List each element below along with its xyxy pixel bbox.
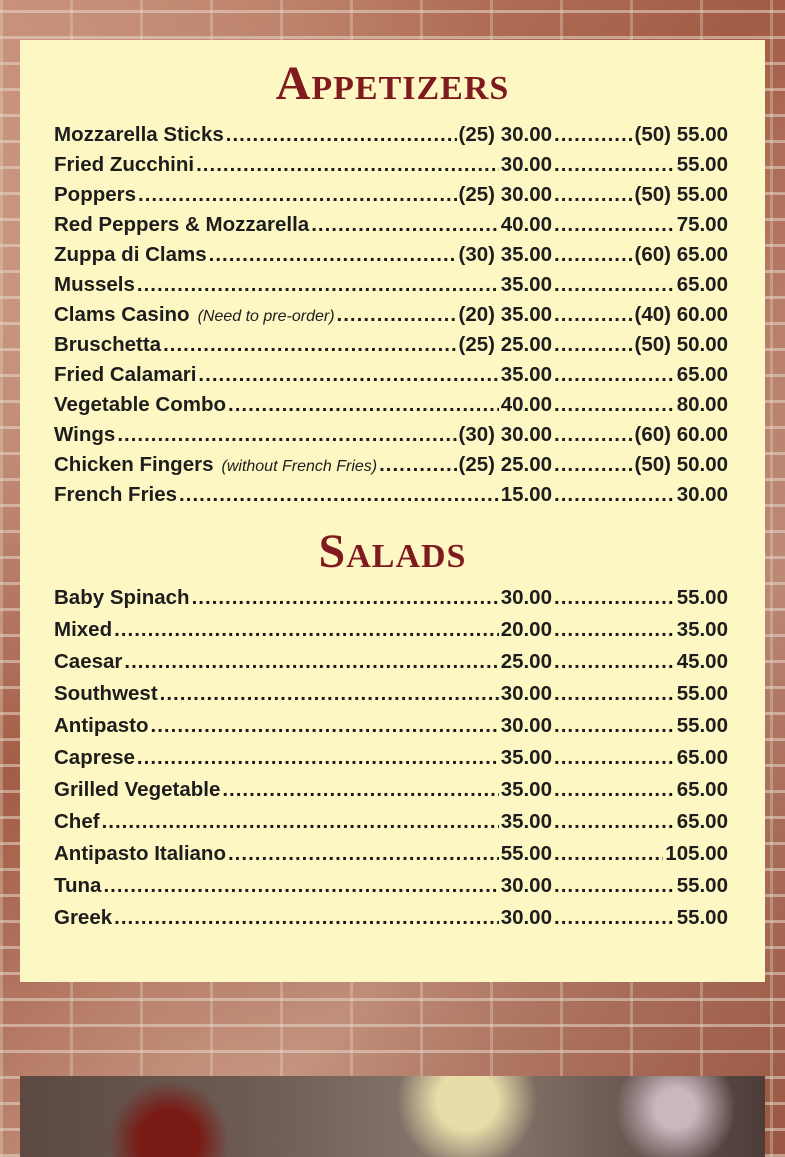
- dot-leader: [228, 390, 499, 420]
- price-small: 30.00: [500, 682, 552, 705]
- dot-leader: [554, 710, 675, 742]
- menu-item: [54, 390, 728, 420]
- dot-leader: [192, 582, 499, 614]
- item-name: Mixed: [54, 618, 113, 641]
- price-large: 105.00: [665, 842, 728, 865]
- item-name: Caprese: [54, 746, 135, 769]
- price-small: 20.00: [500, 618, 552, 641]
- dot-leader: [554, 614, 675, 646]
- dot-leader: [138, 180, 457, 210]
- item-name: French Fries: [54, 483, 178, 506]
- menu-item: [54, 614, 728, 646]
- menu-panel: [20, 40, 765, 982]
- dot-leader: [554, 330, 633, 360]
- menu-item: [54, 270, 728, 300]
- price-large: 75.00: [676, 213, 728, 236]
- price-large: 65.00: [676, 746, 728, 769]
- menu-item: [54, 678, 728, 710]
- price-small: 55.00: [500, 842, 552, 865]
- price-small: 35.00: [500, 746, 552, 769]
- price-small: 30.00: [500, 906, 552, 929]
- item-name: Fried Zucchini: [54, 153, 195, 176]
- dot-leader: [554, 150, 675, 180]
- price-small: (30) 35.00: [458, 243, 552, 266]
- price-large: 65.00: [676, 363, 728, 386]
- price-large: (50) 55.00: [634, 123, 728, 146]
- menu-item: [54, 330, 728, 360]
- price-large: (60) 65.00: [634, 243, 728, 266]
- item-name: Caesar: [54, 650, 123, 673]
- menu-item: [54, 450, 728, 480]
- item-name: Baby Spinach: [54, 586, 190, 609]
- dot-leader: [379, 450, 456, 480]
- menu-item: [54, 806, 728, 838]
- item-name: Chicken Fingers: [54, 453, 214, 476]
- price-large: 35.00: [676, 618, 728, 641]
- salads-title: Salads: [318, 525, 467, 578]
- price-small: 25.00: [500, 650, 552, 673]
- menu-item: [54, 210, 728, 240]
- item-name: Antipasto Italiano: [54, 842, 226, 865]
- price-small: 15.00: [500, 483, 552, 506]
- item-name: Grilled Vegetable: [54, 778, 221, 801]
- menu-item: [54, 300, 728, 330]
- price-large: 55.00: [676, 682, 728, 705]
- dot-leader: [554, 678, 675, 710]
- dot-leader: [124, 646, 498, 678]
- item-name: Bruschetta: [54, 333, 162, 356]
- item-name: Tuna: [54, 874, 102, 897]
- dot-leader: [179, 480, 499, 510]
- dot-leader: [554, 240, 633, 270]
- price-large: 65.00: [676, 778, 728, 801]
- dot-leader: [151, 710, 499, 742]
- food-photo: [20, 1076, 765, 1157]
- item-name: Zuppa di Clams: [54, 243, 207, 266]
- item-name: Red Peppers & Mozzarella: [54, 213, 310, 236]
- item-note: (Need to pre-order): [197, 308, 335, 325]
- dot-leader: [554, 390, 675, 420]
- price-small: 40.00: [500, 213, 552, 236]
- menu-item: [54, 120, 728, 150]
- item-name: Mussels: [54, 273, 135, 296]
- price-large: 55.00: [676, 714, 728, 737]
- price-large: (50) 55.00: [634, 183, 728, 206]
- price-large: 45.00: [676, 650, 728, 673]
- price-large: 65.00: [676, 273, 728, 296]
- menu-item: [54, 240, 728, 270]
- dot-leader: [114, 614, 499, 646]
- dot-leader: [554, 300, 633, 330]
- dot-leader: [554, 270, 675, 300]
- dot-leader: [554, 480, 675, 510]
- dot-leader: [554, 210, 675, 240]
- dot-leader: [554, 360, 675, 390]
- price-large: 55.00: [676, 874, 728, 897]
- item-name: Wings: [54, 423, 116, 446]
- menu-item: [54, 902, 728, 934]
- price-small: (25) 30.00: [458, 183, 552, 206]
- menu-item: [54, 150, 728, 180]
- salads-list: [54, 582, 728, 934]
- dot-leader: [554, 838, 663, 870]
- price-small: 30.00: [500, 714, 552, 737]
- price-small: 30.00: [500, 874, 552, 897]
- price-large: 30.00: [676, 483, 728, 506]
- menu-item: [54, 180, 728, 210]
- price-small: 35.00: [500, 810, 552, 833]
- dot-leader: [103, 870, 498, 902]
- price-small: 35.00: [500, 778, 552, 801]
- dot-leader: [228, 838, 499, 870]
- dot-leader: [226, 120, 457, 150]
- price-small: (20) 35.00: [458, 303, 552, 326]
- item-note: (without French Fries): [221, 458, 378, 475]
- item-name: Fried Calamari: [54, 363, 197, 386]
- dot-leader: [554, 582, 675, 614]
- price-small: 30.00: [500, 586, 552, 609]
- item-name: Mozzarella Sticks: [54, 123, 224, 146]
- menu-item: [54, 838, 728, 870]
- dot-leader: [337, 300, 457, 330]
- price-large: (50) 50.00: [634, 333, 728, 356]
- dot-leader: [554, 450, 633, 480]
- price-large: 80.00: [676, 393, 728, 416]
- item-name: Southwest: [54, 682, 158, 705]
- item-name: Clams Casino: [54, 303, 190, 326]
- price-small: 35.00: [500, 273, 552, 296]
- price-large: (40) 60.00: [634, 303, 728, 326]
- dot-leader: [554, 742, 675, 774]
- item-name: Poppers: [54, 183, 137, 206]
- menu-item: [54, 582, 728, 614]
- price-small: (25) 25.00: [458, 333, 552, 356]
- price-large: 55.00: [676, 906, 728, 929]
- price-large: (50) 50.00: [634, 453, 728, 476]
- menu-item: [54, 420, 728, 450]
- menu-item: [54, 646, 728, 678]
- dot-leader: [554, 180, 633, 210]
- menu-item: [54, 870, 728, 902]
- price-large: 55.00: [676, 586, 728, 609]
- dot-leader: [554, 120, 633, 150]
- price-small: (25) 25.00: [458, 453, 552, 476]
- dot-leader: [554, 806, 675, 838]
- price-large: 65.00: [676, 810, 728, 833]
- price-small: (25) 30.00: [458, 123, 552, 146]
- dot-leader: [311, 210, 498, 240]
- menu-item: [54, 710, 728, 742]
- menu-item: [54, 360, 728, 390]
- item-name: Antipasto: [54, 714, 149, 737]
- dot-leader: [163, 330, 456, 360]
- item-name: Vegetable Combo: [54, 393, 227, 416]
- dot-leader: [137, 270, 499, 300]
- dot-leader: [102, 806, 499, 838]
- menu-item: [54, 742, 728, 774]
- price-small: 30.00: [500, 153, 552, 176]
- price-large: (60) 60.00: [634, 423, 728, 446]
- dot-leader: [554, 646, 675, 678]
- appetizers-title: Appetizers: [275, 57, 510, 110]
- dot-leader: [209, 240, 457, 270]
- item-name: Greek: [54, 906, 113, 929]
- item-name: Chef: [54, 810, 100, 833]
- price-small: 40.00: [500, 393, 552, 416]
- dot-leader: [160, 678, 499, 710]
- dot-leader: [554, 774, 675, 806]
- dot-leader: [114, 902, 499, 934]
- dot-leader: [222, 774, 498, 806]
- price-small: 35.00: [500, 363, 552, 386]
- dot-leader: [554, 420, 633, 450]
- dot-leader: [554, 870, 675, 902]
- price-small: (30) 30.00: [458, 423, 552, 446]
- dot-leader: [117, 420, 456, 450]
- dot-leader: [196, 150, 499, 180]
- price-large: 55.00: [676, 153, 728, 176]
- dot-leader: [137, 742, 499, 774]
- menu-item: [54, 480, 728, 510]
- menu-item: [54, 774, 728, 806]
- dot-leader: [554, 902, 675, 934]
- appetizers-list: [54, 120, 728, 510]
- dot-leader: [198, 360, 498, 390]
